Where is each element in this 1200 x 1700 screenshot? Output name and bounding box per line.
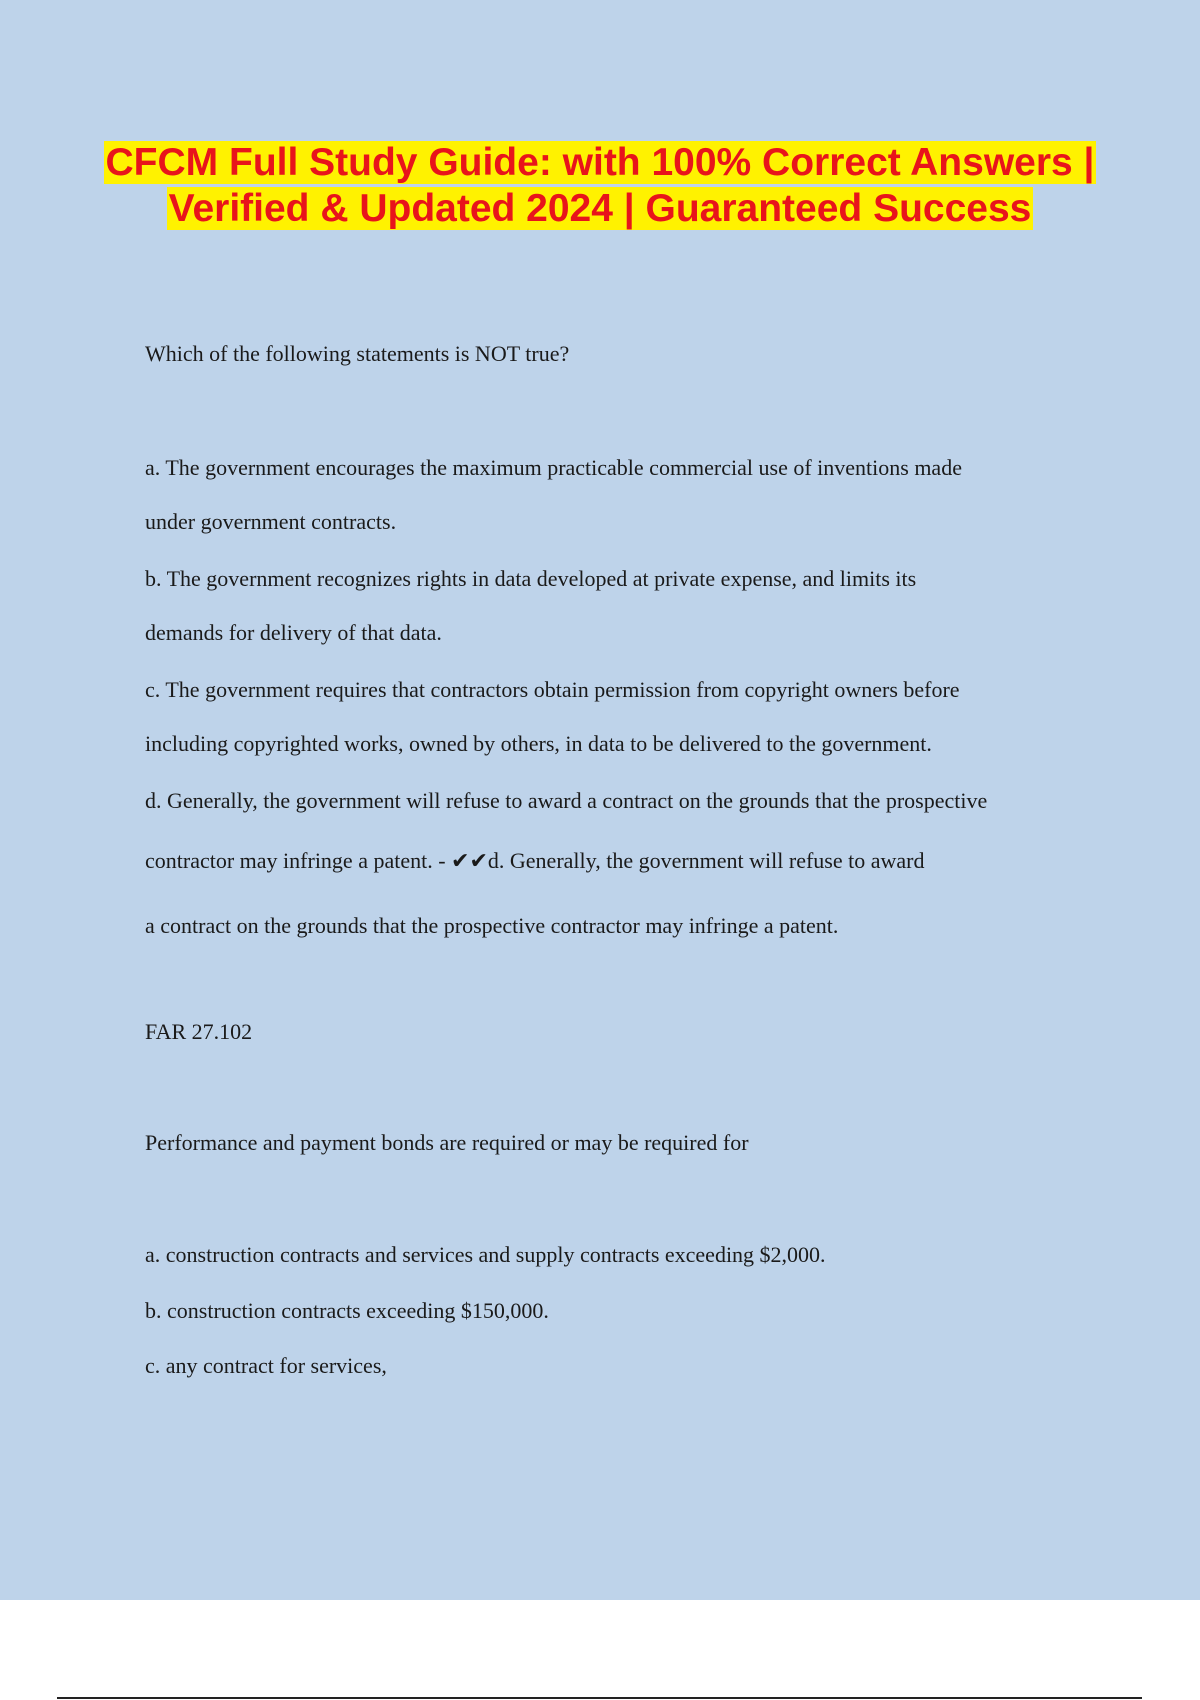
question-1-line: b. The government recognizes rights in data developed at private expense, and limits its — [145, 566, 917, 591]
question-2-option: a. construction contracts and services and supply contracts exceeding $2,000. — [145, 1242, 826, 1267]
document-title-text: CFCM Full Study Guide: with 100% Correct Answers | Verified & Updated 2024 | Guaranteed Success — [105, 141, 1095, 230]
question-2-prompt: Performance and payment bonds are required or may be required for — [145, 1130, 749, 1155]
question-1-line: under government contracts. — [145, 509, 397, 534]
question-1-answer-line: a contract on the grounds that the prospective contractor may infringe a patent. — [145, 913, 839, 938]
question-1-line: d. Generally, the government will refuse to award a contract on the grounds that the prospective — [145, 788, 988, 813]
footer-rule — [57, 1697, 1142, 1699]
question-1-line: a. The government encourages the maximum practicable commercial use of inventions made — [145, 455, 962, 480]
document-title — [100, 140, 1100, 232]
question-2-option: c. any contract for services, — [145, 1353, 387, 1378]
question-1-line: including copyrighted works, owned by others, in data to be delivered to the government. — [145, 731, 932, 756]
question-1-prompt: Which of the following statements is NOT true? — [145, 341, 570, 366]
question-1-reference: FAR 27.102 — [145, 1019, 253, 1044]
question-1-line: c. The government requires that contractors obtain permission from copyright owners before — [145, 677, 960, 702]
question-1-line: demands for delivery of that data. — [145, 620, 442, 645]
question-1-answer-line: contractor may infringe a patent. - ✔✔d. Generally, the government will refuse to award — [145, 848, 925, 873]
question-2-option: b. construction contracts exceeding $150,000. — [145, 1298, 549, 1323]
